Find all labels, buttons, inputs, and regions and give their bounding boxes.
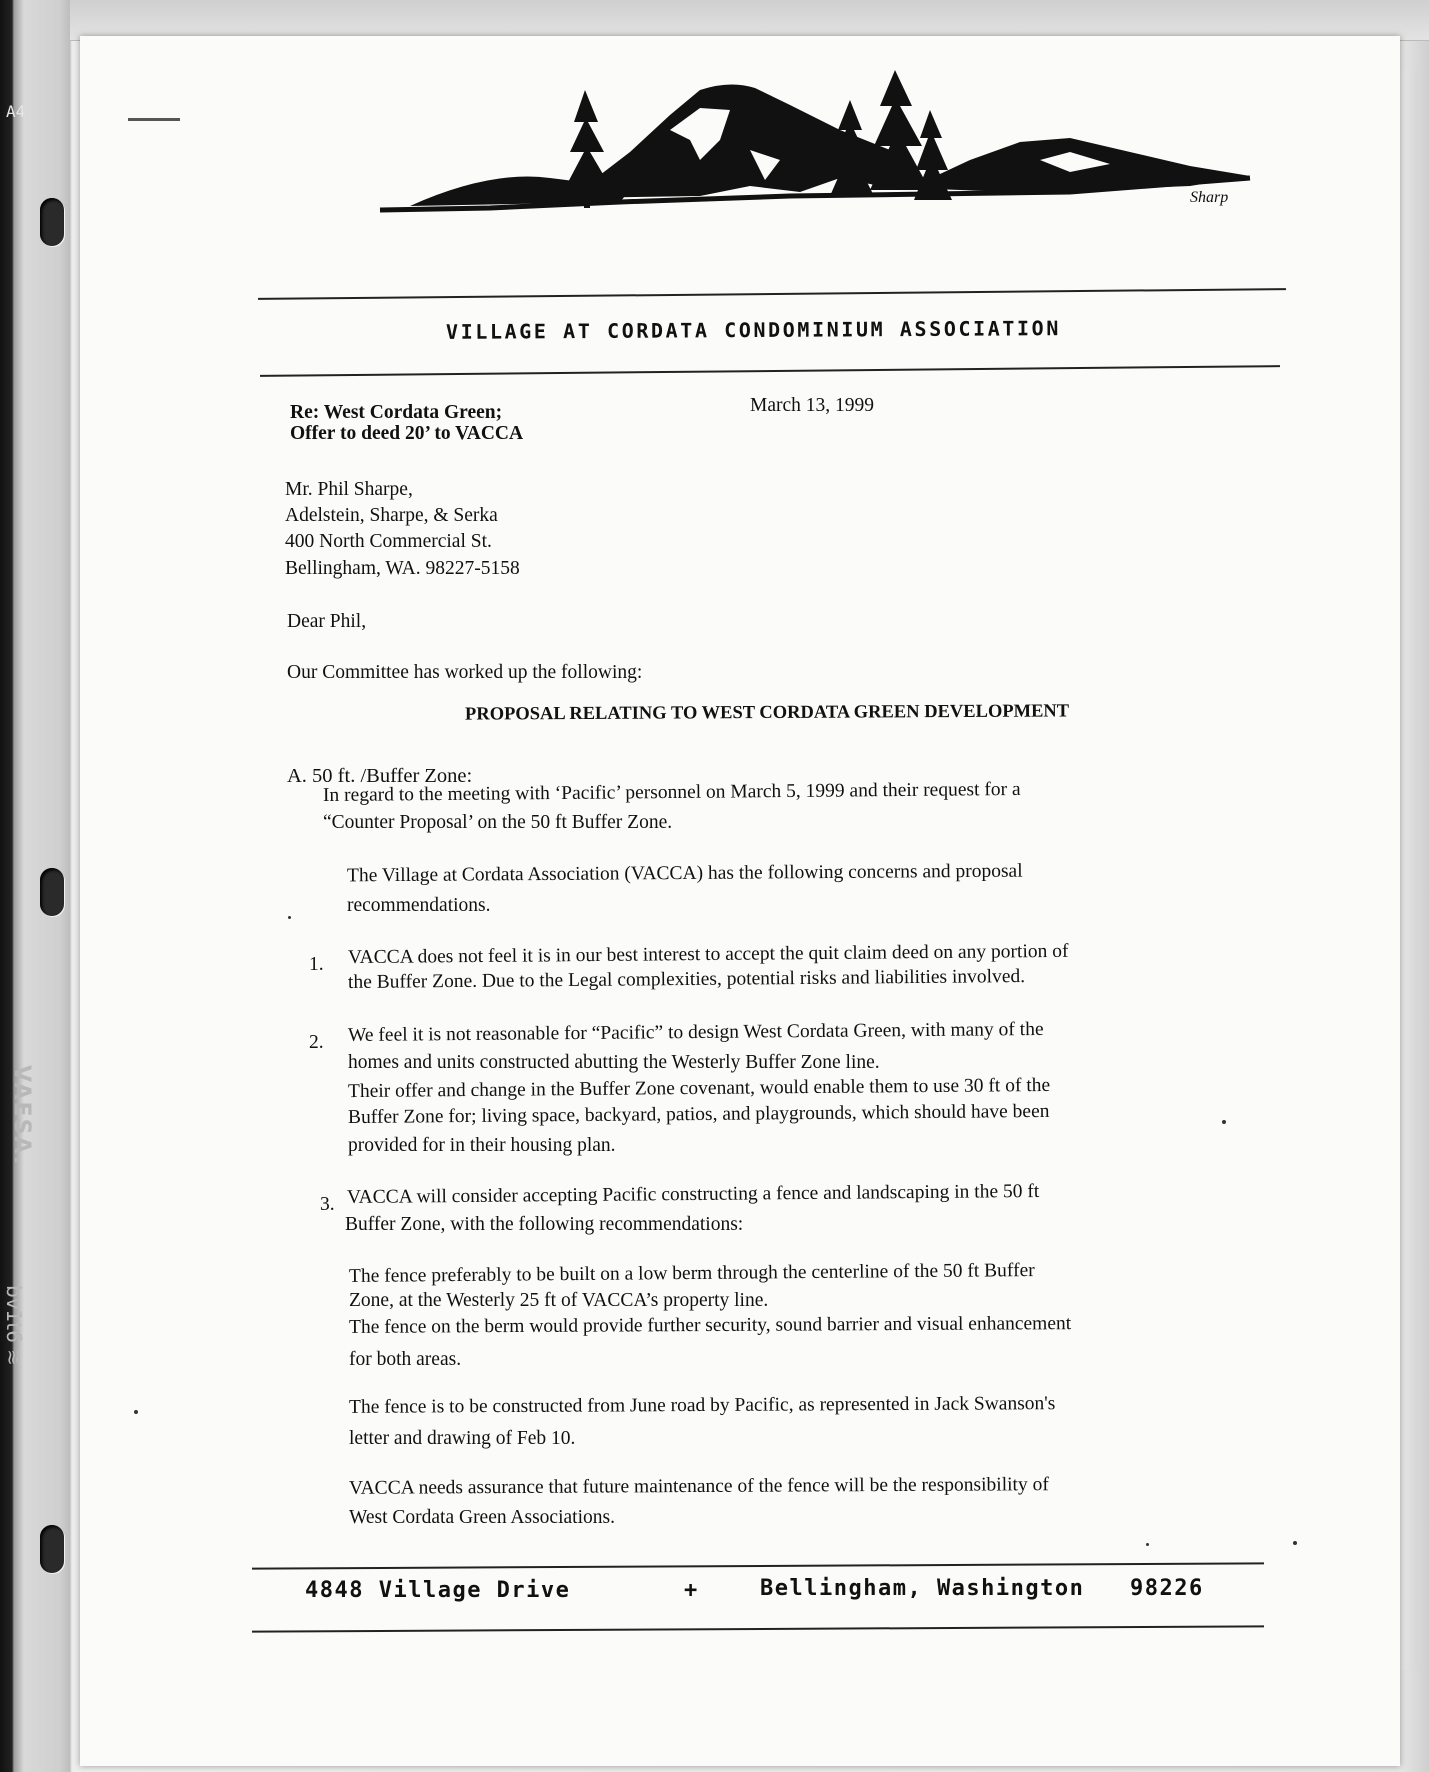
- item-3-p1-line-3: The fence on the berm would provide further security, sound barrier and visual enhancement: [348, 1313, 1072, 1338]
- subject-line-2: Offer to deed 20’ to VACCA: [290, 423, 524, 444]
- letter-date: March 13, 1999: [750, 395, 875, 416]
- item-2-number: 2.: [309, 1032, 324, 1053]
- item-2-line-1: We feel it is not reasonable for “Pacific” to design West Cordata Green, with many of the: [347, 1018, 1044, 1047]
- footer-street: 4848 Village Drive: [305, 1578, 571, 1603]
- footer-zip: 98226: [1130, 1576, 1204, 1601]
- punch-hole: [40, 868, 64, 916]
- speck: [288, 916, 291, 919]
- item-1-line-2: the Buffer Zone. Due to the Legal complexities, potential risks and liabilities involved.: [347, 966, 1026, 993]
- recipient-name: Mr. Phil Sharpe,: [285, 479, 413, 500]
- speck: [134, 1410, 138, 1414]
- punch-hole: [40, 198, 64, 246]
- item-3-p2-line-1: The fence is to be constructed from June road by Pacific, as represented in Jack Swanson's: [348, 1393, 1056, 1418]
- sleeve-brand-text: VAESA.: [9, 1065, 34, 1167]
- speck: [1293, 1541, 1297, 1545]
- association-name: VILLAGE AT CORDATA CONDOMINIUM ASSOCIATION: [445, 316, 1062, 344]
- paper-back-edge: [1398, 70, 1418, 1670]
- sleeve-top-edge: [70, 0, 1429, 41]
- subject-line-1: Re: West Cordata Green;: [290, 402, 503, 423]
- item-3-p1-line-4: for both areas.: [349, 1349, 462, 1370]
- item-3-line-2: Buffer Zone, with the following recommendations:: [345, 1214, 744, 1235]
- footer-separator: +: [684, 1578, 699, 1603]
- item-3-p2-line-2: letter and drawing of Feb 10.: [349, 1428, 576, 1449]
- letter-page: [80, 36, 1400, 1766]
- speck: [1146, 1543, 1149, 1546]
- sleeve-code-text: bv1t6 ≋: [2, 1285, 26, 1366]
- item-3-number: 3.: [320, 1194, 335, 1215]
- section-a-line-1: In regard to the meeting with ‘Pacific’ personnel on March 5, 1999 and their request for a: [322, 778, 1021, 807]
- logo-signature: Sharp: [1190, 189, 1229, 206]
- item-1-number: 1.: [309, 954, 324, 975]
- recipient-firm: Adelstein, Sharpe, & Serka: [285, 505, 498, 526]
- item-1-line-1: VACCA does not feel it is in our best interest to accept the quit claim deed on any portion of: [347, 940, 1069, 969]
- footer-city: Bellingham, Washington: [760, 1576, 1085, 1601]
- punch-hole: [40, 1525, 64, 1573]
- salutation: Dear Phil,: [287, 611, 367, 632]
- proposal-title: PROPOSAL RELATING TO WEST CORDATA GREEN DEVELOPMENT: [464, 701, 1070, 725]
- recipient-city: Bellingham, WA. 98227-5158: [285, 558, 520, 579]
- concerns-line-1: The Village at Cordata Association (VACCA) has the following concerns and proposal: [346, 860, 1023, 887]
- section-a-heading: A. 50 ft. /Buffer Zone:: [287, 765, 473, 787]
- item-3-line-1: VACCA will consider accepting Pacific constructing a fence and landscaping in the 50 ft: [346, 1180, 1040, 1209]
- section-a-line-2: “Counter Proposal’ on the 50 ft Buffer Zone.: [323, 812, 673, 833]
- item-3-p1-line-1: The fence preferably to be built on a low berm through the centerline of the 50 ft Buffer: [348, 1260, 1035, 1287]
- speck: [1222, 1120, 1226, 1124]
- item-2-line-5: provided for in their housing plan.: [348, 1135, 616, 1156]
- intro-text: Our Committee has worked up the following:: [287, 662, 643, 683]
- concerns-line-2: recommendations.: [347, 895, 491, 916]
- item-2-line-4: Buffer Zone for; living space, backyard, patios, and playgrounds, which should have been: [347, 1100, 1050, 1129]
- pen-mark: [128, 118, 180, 121]
- sleeve-tab-label: A4: [6, 102, 26, 121]
- item-3-p3-line-1: VACCA needs assurance that future maintenance of the fence will be the responsibility of: [348, 1474, 1049, 1499]
- mountain-logo: [370, 60, 1260, 225]
- recipient-street: 400 North Commercial St.: [285, 531, 492, 552]
- item-3-p1-line-2: Zone, at the Westerly 25 ft of VACCA’s property line.: [349, 1290, 769, 1311]
- item-3-p3-line-2: West Cordata Green Associations.: [349, 1507, 615, 1528]
- item-2-line-2: homes and units constructed abutting the Westerly Buffer Zone line.: [348, 1052, 880, 1073]
- item-2-line-3: Their offer and change in the Buffer Zone covenant, would enable them to use 30 ft of the: [347, 1074, 1051, 1103]
